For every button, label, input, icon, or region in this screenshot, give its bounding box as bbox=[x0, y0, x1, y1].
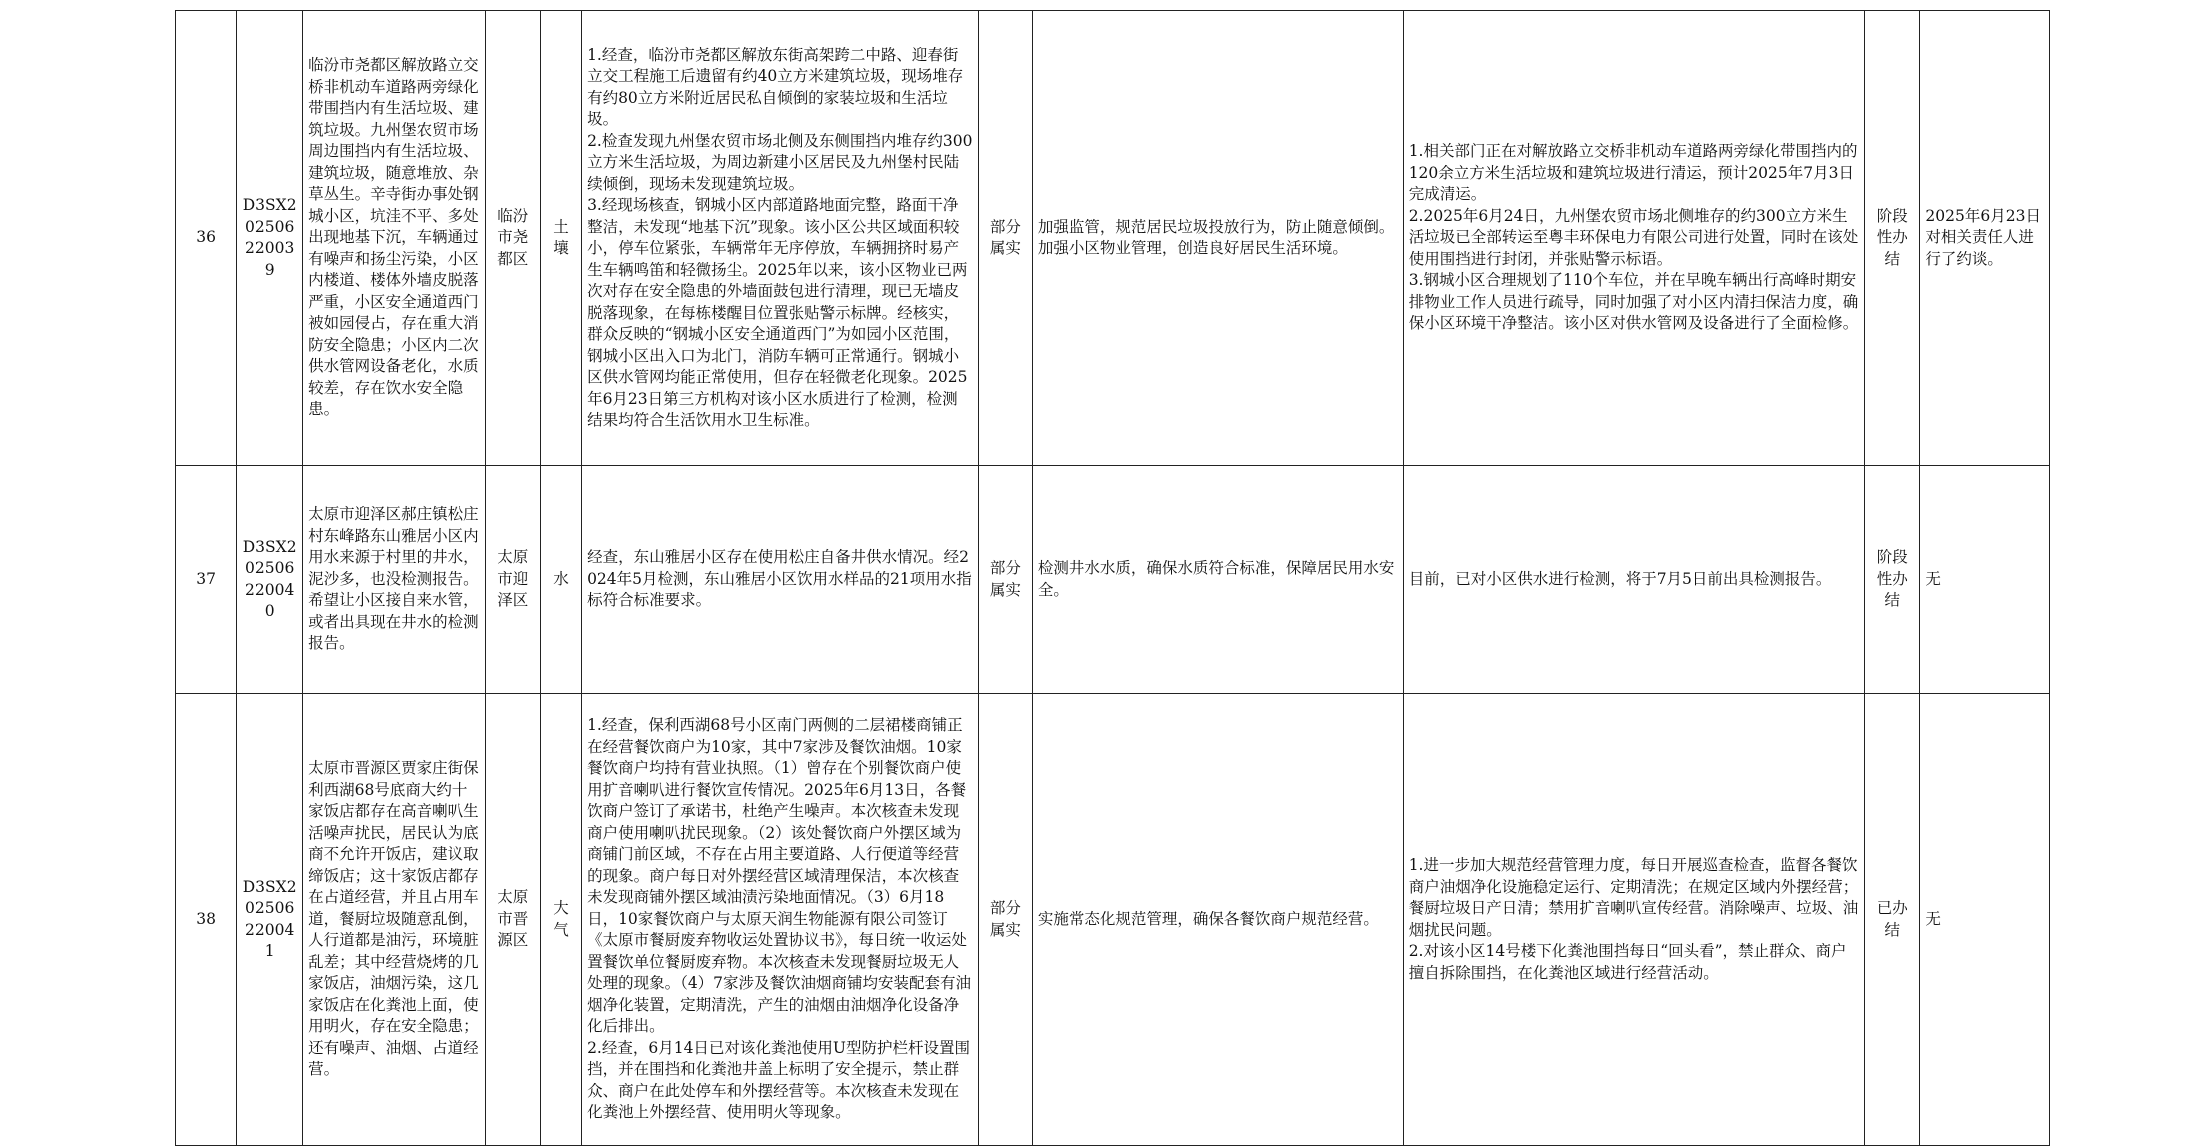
investigation-findings bbox=[582, 11, 979, 466]
rectification-progress bbox=[1403, 694, 1864, 1146]
completion-status: 阶段性办结 bbox=[1865, 11, 1920, 466]
rectification-progress bbox=[1403, 466, 1864, 694]
accountability-note: 无 bbox=[1920, 466, 2050, 694]
finding-paragraph: 2.检查发现九州堡农贸市场北侧及东侧围挡内堆存约300立方米生活垃圾，为周边新建小区居民及九州堡村民陆续倾倒，现场未发现建筑垃圾。 bbox=[587, 131, 973, 193]
table-row bbox=[176, 694, 2050, 1146]
finding-paragraph: 3.经现场核查，钢城小区内部道路地面完整，路面干净整洁，未发现“地基下沉”现象。该小区公共区域面积较小，停车位紧张，车辆常年无序停放，车辆拥挤时易产生车辆鸣笛和轻微扬尘。2025年以来，该小区物业已两次对存在安全隐患的外墙面鼓包进行清理，现已无墙皮脱落现象，在每栋楼醒目位置张贴警示标牌。经核实，群众反映的“钢城小区安全通道西门”为如园小区范围，钢城小区出入口为北门，消防车辆可正常通行。钢城小区供水管网均能正常使用，但存在轻微老化现象。2025年6月23日第三方机构对该小区水质进行了检测，检测结果均符合生活饮用水卫生标准。 bbox=[587, 196, 968, 429]
complaint-content: 太原市迎泽区郝庄镇松庄村东峰路东山雅居小区内用水来源于村里的井水，泥沙多，也没检测报告。希望让小区接自来水管，或者出具现在井水的检测报告。 bbox=[303, 466, 485, 694]
case-code: D3SX202506220040 bbox=[237, 466, 303, 694]
administrative-region: 太原市迎泽区 bbox=[485, 466, 540, 694]
case-code: D3SX202506220041 bbox=[237, 694, 303, 1146]
pollution-type: 大气 bbox=[540, 694, 581, 1146]
table-row bbox=[176, 466, 2050, 694]
finding-paragraph: 经查，东山雅居小区存在使用松庄自备井供水情况。经2024年5月检测，东山雅居小区饮用水样品的21项用水指标符合标准要求。 bbox=[587, 548, 972, 610]
truth-assessment: 部分属实 bbox=[978, 694, 1032, 1146]
complaint-content: 太原市晋源区贾家庄街保利西湖68号底商大约十家饭店都存在高音喇叭生活噪声扰民，居民认为底商不允许开饭店，建议取缔饭店；这十家饭店都存在占道经营，并且占用车道，餐厨垃圾随意乱倒，人行道都是油污，环境脏乱差；其中经营烧烤的几家饭店，油烟污染，这几家饭店在化粪池上面，使用明火，存在安全隐患；还有噪声、油烟、占道经营。 bbox=[303, 694, 485, 1146]
accountability-note: 2025年6月23日对相关责任人进行了约谈。 bbox=[1920, 11, 2050, 466]
progress-paragraph: 2.2025年6月24日，九州堡农贸市场北侧堆存的约300立方米生活垃圾已全部转运至粤丰环保电力有限公司进行处置，同时在该处使用围挡进行封闭，并张贴警示标语。 bbox=[1408, 206, 1859, 268]
accountability-note: 无 bbox=[1920, 694, 2050, 1146]
pollution-type: 土壤 bbox=[540, 11, 581, 466]
petition-report-table bbox=[175, 10, 2050, 1146]
administrative-region: 太原市晋源区 bbox=[485, 694, 540, 1146]
finding-paragraph: 2.经查，6月14日已对该化粪池使用U型防护栏杆设置围挡，并在围挡和化粪池井盖上标明了安全提示，禁止群众、商户在此处停车和外摆经营等。本次核查未发现在化粪池上外摆经营、使用明火等现象。 bbox=[587, 1038, 971, 1122]
completion-status: 已办结 bbox=[1865, 694, 1920, 1146]
rectification-measures: 实施常态化规范管理，确保各餐饮商户规范经营。 bbox=[1032, 694, 1403, 1146]
finding-paragraph: 1.经查，临汾市尧都区解放东街高架跨二中路、迎春街立交工程施工后遗留有约40立方米建筑垃圾，现场堆存有约80立方米附近居民私自倾倒的家装垃圾和生活垃圾。 bbox=[587, 45, 964, 128]
row-number: 38 bbox=[176, 694, 237, 1146]
completion-status: 阶段性办结 bbox=[1865, 466, 1920, 694]
truth-assessment: 部分属实 bbox=[978, 11, 1032, 466]
rectification-progress bbox=[1403, 11, 1864, 466]
progress-paragraph: 目前，已对小区供水进行检测，将于7月5日前出具检测报告。 bbox=[1408, 569, 1832, 588]
progress-paragraph: 2.对该小区14号楼下化粪池围挡每日“回头看”，禁止群众、商户擅自拆除围挡，在化粪池区域进行经营活动。 bbox=[1408, 942, 1847, 982]
progress-paragraph: 3.钢城小区合理规划了110个车位，并在早晚车辆出行高峰时期安排物业工作人员进行疏导，同时加强了对小区内清扫保洁力度，确保小区环境干净整洁。该小区对供水管网及设备进行了全面检修。 bbox=[1408, 271, 1859, 333]
table-row bbox=[176, 11, 2050, 466]
truth-assessment: 部分属实 bbox=[978, 466, 1032, 694]
row-number: 36 bbox=[176, 11, 237, 466]
pollution-type: 水 bbox=[540, 466, 581, 694]
investigation-findings bbox=[582, 466, 979, 694]
case-code: D3SX202506220039 bbox=[237, 11, 303, 466]
row-number: 37 bbox=[176, 466, 237, 694]
investigation-findings bbox=[582, 694, 979, 1146]
rectification-measures: 加强监管，规范居民垃圾投放行为，防止随意倾倒。加强小区物业管理，创造良好居民生活环境。 bbox=[1032, 11, 1403, 466]
complaint-content: 临汾市尧都区解放路立交桥非机动车道路两旁绿化带围挡内有生活垃圾、建筑垃圾。九州堡农贸市场周边围挡内有生活垃圾、建筑垃圾，随意堆放、杂草丛生。辛寺街办事处钢城小区，坑洼不平、多处出现地基下沉，车辆通过有噪声和扬尘污染，小区内楼道、楼体外墙皮脱落严重，小区安全通道西门被如园侵占，存在重大消防安全隐患；小区内二次供水管网设备老化，水质较差，存在饮水安全隐患。 bbox=[303, 11, 485, 466]
progress-paragraph: 1.相关部门正在对解放路立交桥非机动车道路两旁绿化带围挡内的120余立方米生活垃圾和建筑垃圾进行清运，预计2025年7月3日完成清运。 bbox=[1408, 142, 1858, 204]
rectification-measures: 检测井水水质，确保水质符合标准，保障居民用水安全。 bbox=[1032, 466, 1403, 694]
finding-paragraph: 1.经查，保利西湖68号小区南门两侧的二层裙楼商铺正在经营餐饮商户为10家，其中7家涉及餐饮油烟。10家餐饮商户均持有营业执照。（1）曾存在个别餐饮商户使用扩音喇叭进行餐饮宣传情况。2025年6月13日，各餐饮商户签订了承诺书，杜绝产生噪声。本次核查未发现商户使用喇叭扰民现象。（2）该处餐饮商户外摆区域为商铺门前区域，不存在占用主要道路、人行便道等经营的现象。商户每日对外摆经营区域清理保洁，本次核查未发现商铺外摆区域油渍污染地面情况。（3）6月18日，10家餐饮商户与太原天润生物能源有限公司签订《太原市餐厨废弃物收运处置协议书》，每日统一收运处置餐饮单位餐厨废弃物。本次核查未发现餐厨垃圾无人处理的现象。（4）7家涉及餐饮油烟商铺均安装配套有油烟净化装置，定期清洗，产生的油烟由油烟净化设备净化后排出。 bbox=[587, 716, 972, 1036]
administrative-region: 临汾市尧都区 bbox=[485, 11, 540, 466]
progress-paragraph: 1.进一步加大规范经营管理力度，每日开展巡查检查，监督各餐饮商户油烟净化设施稳定运行、定期清洗；在规定区域内外摆经营；餐厨垃圾日产日清；禁用扩音喇叭宣传经营。消除噪声、垃圾、油烟扰民问题。 bbox=[1408, 856, 1859, 939]
